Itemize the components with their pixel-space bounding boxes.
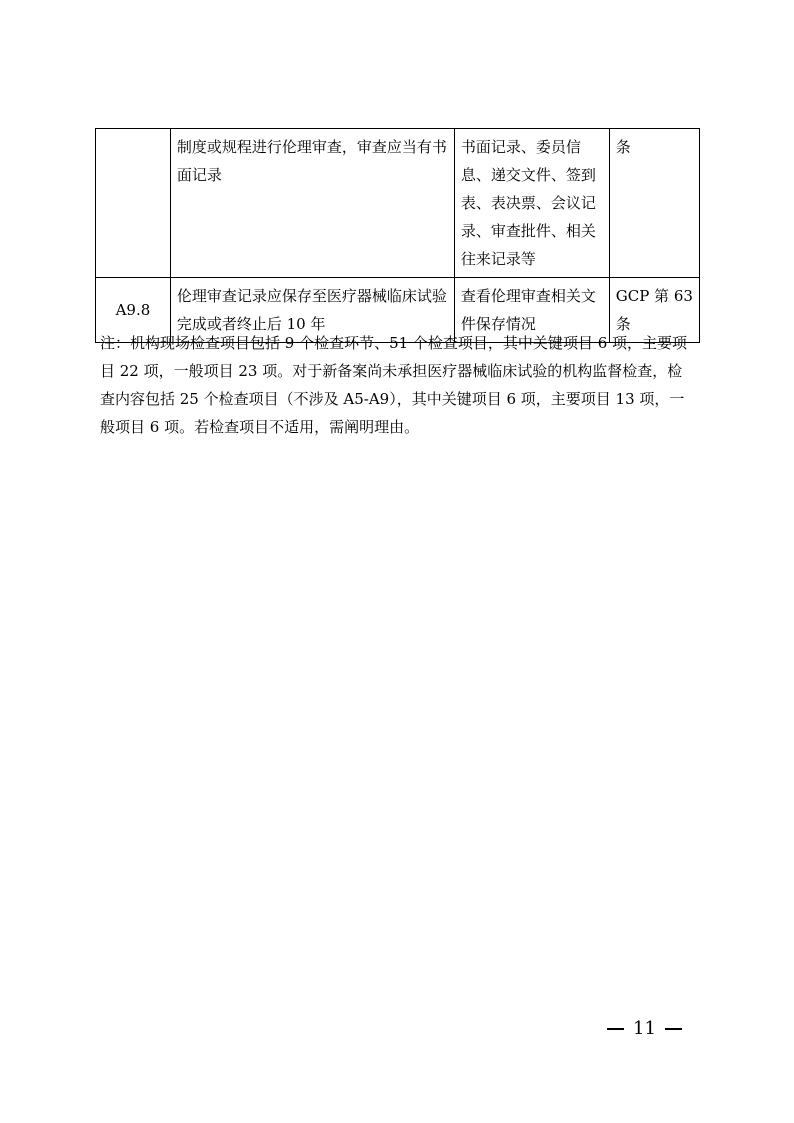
inspection-table [95, 128, 700, 343]
item-code-cell [96, 129, 171, 278]
inspection-method-cell: 书面记录、委员信息、递交文件、签到表、表决票、会议记录、审查批件、相关往来记录等 [454, 129, 609, 278]
dash-left-icon [607, 1028, 624, 1030]
inspection-method-cell: 查看伦理审查相关文件保存情况 [454, 278, 609, 343]
page-number-footer [598, 1018, 691, 1039]
table-row [96, 129, 700, 278]
page-number: 11 [633, 1018, 656, 1039]
requirement-cell: 伦理审查记录应保存至医疗器械临床试验完成或者终止后 10 年 [170, 278, 454, 343]
basis-cell: 条 [609, 129, 699, 278]
dash-right-icon [665, 1028, 682, 1030]
requirement-cell: 制度或规程进行伦理审查，审查应当有书面记录 [170, 129, 454, 278]
item-code-cell: A9.8 [96, 278, 171, 343]
table-footnote: 注：机构现场检查项目包括 9 个检查环节、51 个检查项目，其中关键项目 6 项，主要项目 22 项，一般项目 23 项。对于新备案尚未承担医疗器械临床试验的机构监督检查，检查内容包括 25 个检查项目（不涉及 A5-A9），其中关键项目 6 项，主要项目 13 项，一般项目 6 项。若检查项目不适用，需阐明理由。 [100, 334, 688, 436]
basis-cell: GCP 第 63 条 [609, 278, 699, 343]
